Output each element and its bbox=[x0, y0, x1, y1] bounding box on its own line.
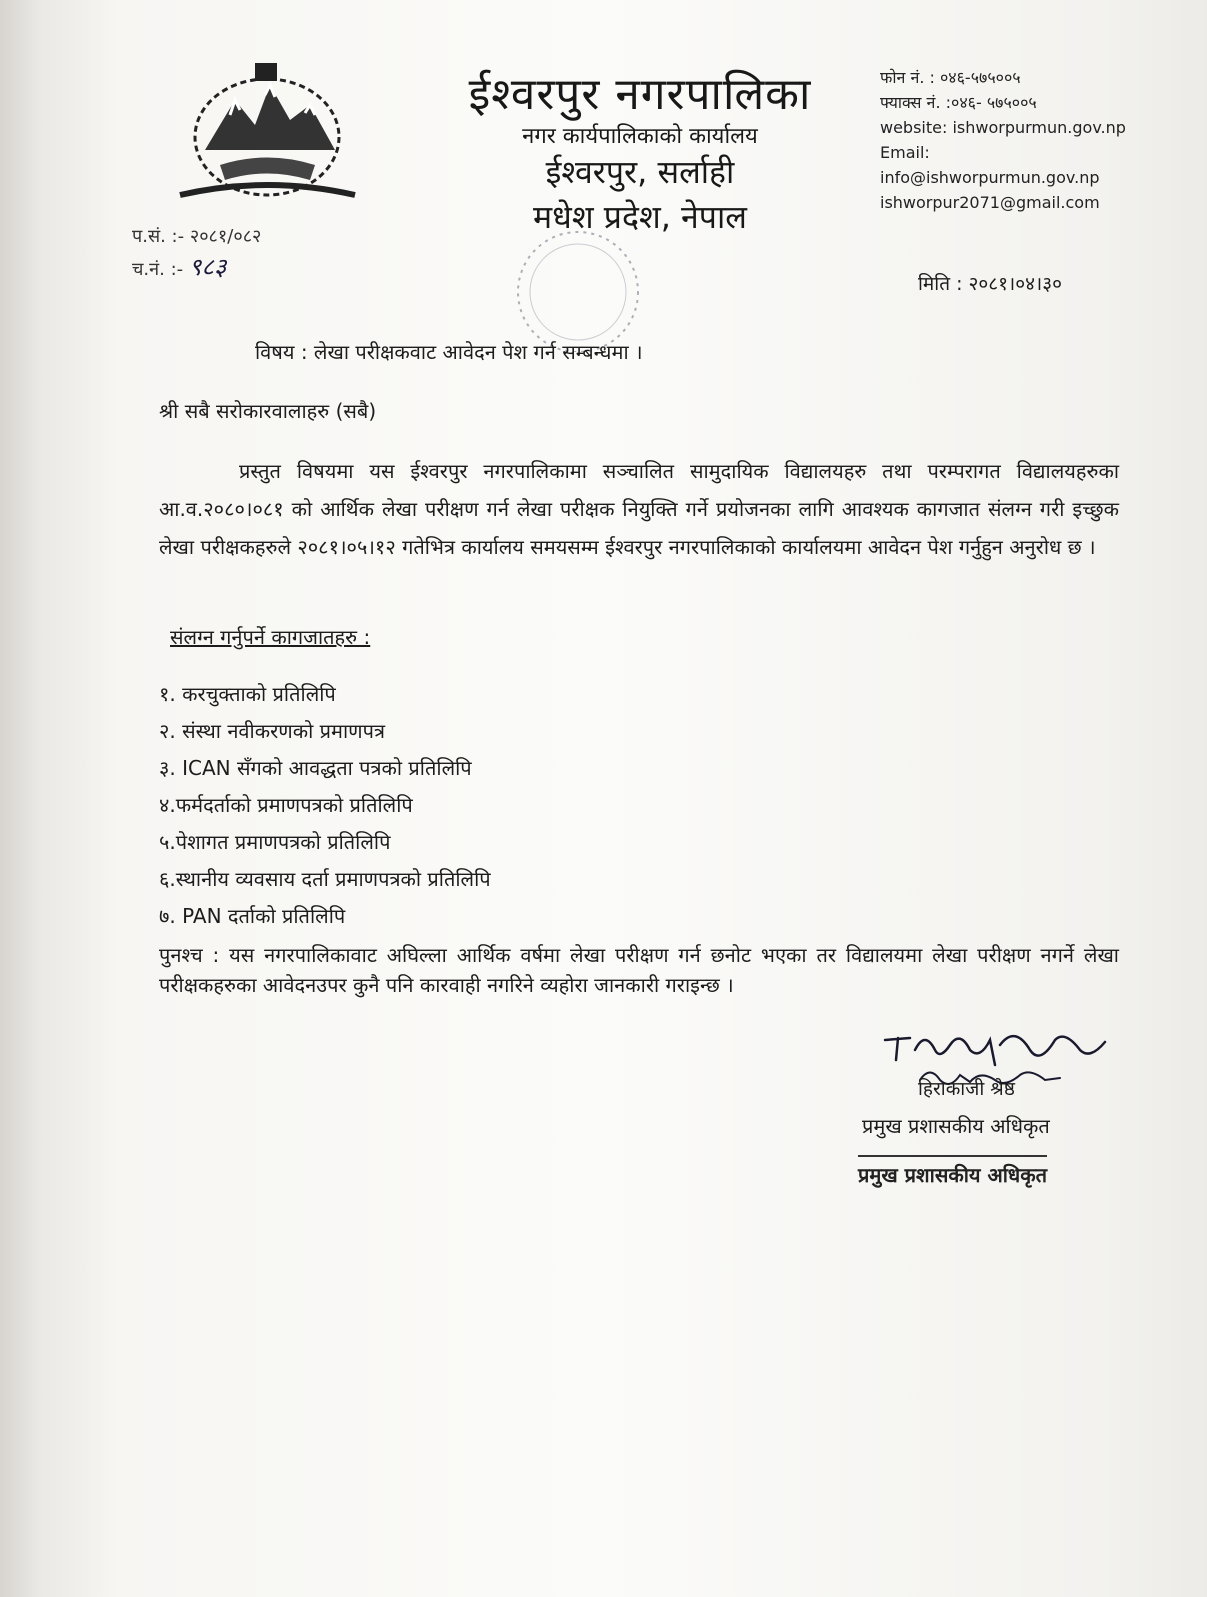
email-secondary: ishworpur2071@gmail.com bbox=[880, 193, 1100, 212]
website: website: ishworpurmun.gov.np bbox=[880, 118, 1126, 137]
dispatch-value: ९८३ bbox=[188, 253, 227, 281]
postscript: पुनश्च : यस नगरपालिकावाट अघिल्ला आर्थिक वर्षमा लेखा परीक्षण गर्न छनोट भएका तर विद्यालयमा लेखा परीक्षण नगर्ने लेखा परीक्षकहरुका आवेदनउपर कुनै पनि कारवाही नगरिने व्यहोरा जानकारी गराइन्छ । bbox=[159, 943, 1119, 997]
office-name: नगर कार्यपालिकाको कार्यालय bbox=[522, 124, 758, 149]
designation-stamp: प्रमुख प्रशासकीय अधिकृत bbox=[858, 1155, 1047, 1188]
contact-block bbox=[880, 65, 1126, 215]
nepal-emblem-icon bbox=[160, 55, 375, 205]
signatory-name: हिराकाजी श्रेष्ठ bbox=[918, 1078, 1015, 1100]
letter-subject: विषय : लेखा परीक्षकवाट आवेदन पेश गर्न सम्बन्धमा । bbox=[255, 340, 643, 364]
city-name: ईश्वरपुर, सर्लाही bbox=[545, 153, 735, 191]
dispatch-number bbox=[132, 252, 261, 285]
province-name: मधेश प्रदेश, नेपाल bbox=[533, 198, 747, 236]
phone-number: फोन नं. : ०४६-५७५००५ bbox=[880, 68, 1021, 87]
addressee: श्री सबै सरोकारवालाहरु (सबै) bbox=[159, 399, 377, 423]
list-item: ४.फर्मदर्ताको प्रमाणपत्रको प्रतिलिपि bbox=[159, 793, 413, 817]
list-item: २. संस्था नवीकरणको प्रमाणपत्र bbox=[159, 719, 386, 743]
office-seal-icon bbox=[498, 222, 658, 352]
list-item: ६.स्थानीय व्यवसाय दर्ता प्रमाणपत्रको प्रतिलिपि bbox=[159, 867, 491, 891]
list-item: ५.पेशागत प्रमाणपत्रको प्रतिलिपि bbox=[159, 830, 391, 854]
dispatch-label: च.नं. :- bbox=[132, 259, 184, 280]
signatory-title: प्रमुख प्रशासकीय अधिकृत bbox=[862, 1114, 1050, 1138]
list-item: ७. PAN दर्ताको प्रतिलिपि bbox=[159, 904, 346, 928]
letter-body: प्रस्तुत विषयमा यस ईश्वरपुर नगरपालिकामा सञ्चालित सामुदायिक विद्यालयहरु तथा परम्परागत विद्यालयहरुका आ.व.२०८०।०८१ को आर्थिक लेखा परीक्षण गर्न लेखा परीक्षक नियुक्ति गर्ने प्रयोजनका लागि आवश्यक कागजात संलग्न गरी इच्छुक लेखा परीक्षकहरुले २०८१।०५।१२ गतेभित्र कार्यालय समयसम्म ईश्वरपुर नगरपालिकाको कार्यालयमा आवेदन पेश गर्नुहुन अनुरोध छ । bbox=[159, 459, 1119, 559]
attachments-list bbox=[159, 676, 491, 935]
attachments-heading: संलग्न गर्नुपर्ने कागजातहरु : bbox=[170, 625, 371, 649]
reference-numbers bbox=[132, 222, 261, 285]
letter-ps-number: प.सं. :- २०८१/०८२ bbox=[132, 226, 262, 247]
letter-date: मिति : २०८१।०४।३० bbox=[918, 273, 1062, 295]
email-label: Email: bbox=[880, 143, 930, 162]
municipality-title: ईश्वरपुर नगरपालिका bbox=[468, 69, 812, 120]
email-primary: info@ishworpurmun.gov.np bbox=[880, 168, 1100, 187]
list-item: १. करचुक्ताको प्रतिलिपि bbox=[159, 682, 336, 706]
fax-number: फ्याक्स नं. :०४६- ५७५००५ bbox=[880, 93, 1037, 112]
list-item: ३. ICAN सँगको आवद्धता पत्रको प्रतिलिपि bbox=[159, 756, 472, 780]
